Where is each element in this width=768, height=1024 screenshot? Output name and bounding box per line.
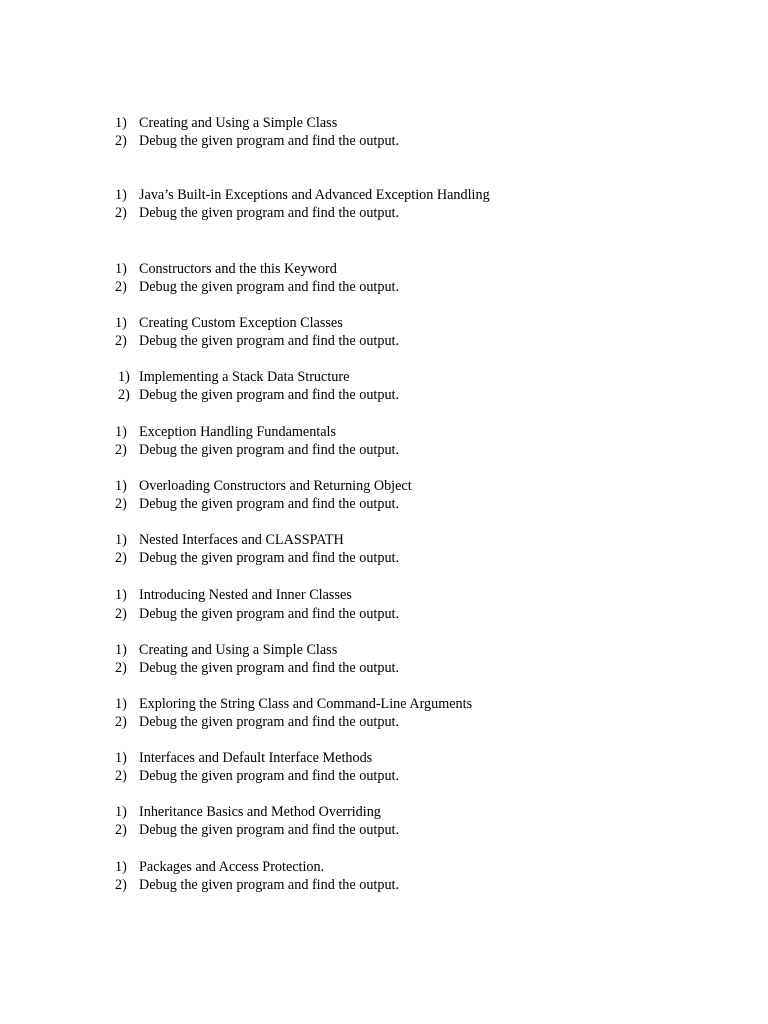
- item-number: 1): [115, 261, 127, 277]
- item-number: 1): [115, 315, 127, 331]
- list-group-8: [115, 531, 399, 567]
- item-text: Debug the given program and find the output.: [139, 133, 400, 150]
- item-text: Creating Custom Exception Classes: [139, 315, 343, 331]
- list-item: [115, 549, 399, 567]
- item-text: Java’s Built-in Exceptions and Advanced Exception Handling: [139, 187, 490, 203]
- item-number: 2): [115, 279, 127, 296]
- list-item: [115, 659, 399, 677]
- list-group-10: [115, 641, 399, 677]
- item-text: Debug the given program and find the output.: [139, 205, 400, 222]
- list-item: [115, 314, 399, 332]
- list-item: [115, 821, 399, 839]
- list-item: [115, 767, 399, 785]
- item-number: 2): [115, 714, 127, 731]
- list-item: [115, 876, 399, 894]
- item-number: 2): [115, 496, 127, 513]
- list-item: [115, 423, 399, 441]
- list-item: [115, 278, 399, 296]
- list-item: [115, 477, 412, 495]
- item-number: 2): [118, 387, 130, 404]
- item-text: Creating and Using a Simple Class: [139, 642, 338, 658]
- item-number: 1): [118, 369, 130, 385]
- list-item: [115, 586, 399, 604]
- item-text: Debug the given program and find the output.: [139, 660, 400, 677]
- list-group-7: [115, 477, 412, 513]
- item-text: Introducing Nested and Inner Classes: [139, 587, 352, 603]
- list-item: [115, 495, 412, 513]
- item-text: Inheritance Basics and Method Overriding: [139, 804, 381, 820]
- list-item: [115, 858, 399, 876]
- item-number: 1): [115, 478, 127, 494]
- list-group-2: [115, 186, 490, 222]
- item-number: 1): [115, 187, 127, 203]
- item-text: Debug the given program and find the output.: [139, 442, 400, 459]
- list-group-5: [118, 368, 399, 404]
- item-text: Debug the given program and find the output.: [139, 714, 400, 731]
- list-group-14: [115, 858, 399, 894]
- list-group-6: [115, 423, 399, 459]
- item-number: 2): [115, 133, 127, 150]
- item-number: 1): [115, 532, 127, 548]
- item-text: Exception Handling Fundamentals: [139, 424, 337, 440]
- item-number: 2): [115, 550, 127, 567]
- item-number: 1): [115, 804, 127, 820]
- list-item: [115, 531, 399, 549]
- item-text: Debug the given program and find the output.: [139, 606, 400, 623]
- item-text: Debug the given program and find the output.: [139, 279, 400, 296]
- item-text: Overloading Constructors and Returning Object: [139, 478, 412, 494]
- item-number: 1): [115, 859, 127, 875]
- list-group-13: [115, 803, 399, 839]
- item-number: 2): [115, 333, 127, 350]
- item-number: 2): [115, 768, 127, 785]
- item-number: 2): [115, 660, 127, 677]
- item-text: Debug the given program and find the output.: [139, 333, 400, 350]
- item-text: Debug the given program and find the output.: [139, 877, 400, 894]
- list-item: [115, 441, 399, 459]
- list-group-9: [115, 586, 399, 623]
- item-text: Debug the given program and find the output.: [139, 387, 400, 404]
- item-text: Debug the given program and find the output.: [139, 768, 400, 785]
- item-number: 2): [115, 606, 127, 623]
- item-text: Packages and Access Protection.: [139, 859, 325, 875]
- list-group-11: [115, 695, 472, 731]
- list-item: [115, 186, 490, 204]
- item-text: Creating and Using a Simple Class: [139, 115, 338, 131]
- list-item: [118, 386, 399, 404]
- list-item: [115, 204, 490, 222]
- list-item: [118, 368, 399, 386]
- list-item: [115, 803, 399, 821]
- item-text: Debug the given program and find the output.: [139, 550, 400, 567]
- list-item: [115, 749, 399, 767]
- item-number: 2): [115, 822, 127, 839]
- list-group-3: [115, 260, 399, 296]
- item-text: Interfaces and Default Interface Methods: [139, 750, 373, 766]
- item-number: 1): [115, 115, 127, 131]
- item-text: Constructors and the this Keyword: [139, 261, 337, 277]
- list-item: [115, 260, 399, 278]
- item-text: Implementing a Stack Data Structure: [139, 369, 350, 385]
- list-item: [115, 641, 399, 659]
- item-number: 2): [115, 442, 127, 459]
- list-group-1: [115, 114, 399, 150]
- list-item: [115, 114, 399, 132]
- list-item: [115, 332, 399, 350]
- list-item: [115, 605, 399, 623]
- item-number: 1): [115, 642, 127, 658]
- list-item: [115, 695, 472, 713]
- item-number: 1): [115, 750, 127, 766]
- list-item: [115, 713, 472, 731]
- item-text: Debug the given program and find the output.: [139, 822, 400, 839]
- item-number: 2): [115, 877, 127, 894]
- list-group-12: [115, 749, 399, 785]
- item-text: Nested Interfaces and CLASSPATH: [139, 532, 344, 548]
- list-item: [115, 132, 399, 150]
- item-number: 1): [115, 587, 127, 603]
- item-text: Exploring the String Class and Command-Line Arguments: [139, 696, 473, 712]
- item-text: Debug the given program and find the output.: [139, 496, 400, 513]
- item-number: 1): [115, 696, 127, 712]
- list-group-4: [115, 314, 399, 350]
- item-number: 1): [115, 424, 127, 440]
- item-number: 2): [115, 205, 127, 222]
